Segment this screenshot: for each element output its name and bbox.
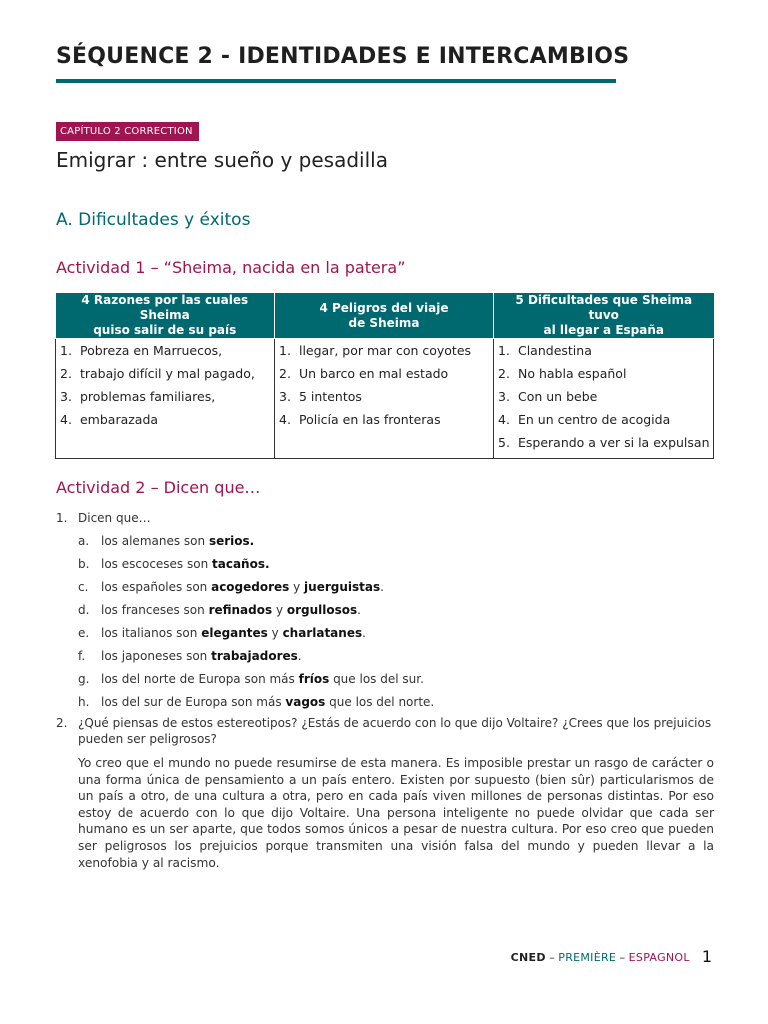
item-keyword: trabajadores: [211, 649, 298, 663]
item-text: En un centro de acogida: [517, 412, 671, 427]
list-item: [78, 624, 366, 642]
question-text: ¿Qué piensas de estos estereotipos? ¿Estás de acuerdo con lo que dijo Voltaire? ¿Crees que los prejuicios pueden ser peligrosos?: [78, 716, 712, 746]
table-cell-difficulties: [494, 339, 714, 459]
list-item: [60, 387, 270, 410]
item-text: y: [289, 580, 305, 594]
column-header-line: al llegar a España: [543, 323, 664, 337]
item-keyword: fríos: [298, 672, 330, 686]
table-cell-dangers: [275, 339, 494, 459]
activity-1-table: [55, 293, 714, 459]
list-item: [498, 387, 709, 410]
question-2: [56, 715, 714, 747]
item-text: que los del sur.: [329, 672, 424, 686]
table-header-row: [56, 293, 714, 339]
item-text: los franceses son: [101, 603, 209, 617]
item-text: Policía en las fronteras: [298, 412, 441, 427]
item-letter: e.: [78, 626, 90, 640]
item-number: 3.: [279, 389, 291, 404]
list-item: [78, 670, 424, 688]
item-keyword: orgullosos: [286, 603, 358, 617]
question-1: [56, 509, 716, 709]
item-number: 1.: [279, 343, 291, 358]
sequence-title: SÉQUENCE 2 - IDENTIDADES E INTERCAMBIOS: [56, 44, 630, 69]
item-text: Clandestina: [517, 343, 592, 358]
item-text: .: [357, 603, 361, 617]
item-text: No habla español: [517, 366, 627, 381]
item-keyword: juerguistas: [304, 580, 381, 594]
item-text: los alemanes son: [101, 534, 209, 548]
item-text: y: [267, 626, 283, 640]
table-row: [56, 339, 714, 459]
column-header-dangers: [275, 293, 494, 339]
item-letter: f.: [78, 649, 86, 663]
item-text: los escoceses son: [101, 557, 213, 571]
footer-level: PREMIÈRE: [558, 951, 617, 964]
list-item: [498, 364, 709, 387]
list-item: [279, 387, 489, 410]
item-text: problemas familiares,: [79, 389, 216, 404]
item-letter: b.: [78, 557, 90, 571]
list-item: [279, 364, 489, 387]
item-keyword: vagos: [285, 695, 326, 709]
list-item: [498, 433, 709, 456]
item-number: 4.: [60, 412, 72, 427]
answer-paragraph: Yo creo que el mundo no puede resumirse de esta manera. Es imposible prestar un rasgo de carácter o una forma única de pensamiento a un país entero. Existen por supuesto (bien sûr) particularismos de un país a otro, de una cultura a otra, pero en cada país viven millones de personas distintas. Por eso estoy de acuerdo con lo que dijo Voltaire. Una persona inteligente no puede olvidar que cada ser humano es un ser aparte, que todos somos únicos a pesar de nuestra cultura. Por eso creo que pueden ser peligrosos los prejuicios porque transmiten una visión falsa del mundo y pueden llevar a la xenofobia y al racismo.: [78, 756, 714, 870]
list-item: [78, 578, 384, 596]
item-keyword: elegantes: [201, 626, 268, 640]
item-keyword: serios.: [208, 534, 255, 548]
activity-1-title: Actividad 1 – “Sheima, nacida en la patera”: [56, 258, 406, 277]
title-underline: [56, 79, 616, 83]
item-text: Esperando a ver si la expulsan: [517, 435, 710, 450]
list-item: [279, 410, 489, 433]
column-header-line: 5 Dificultades que Sheima tuvo: [515, 293, 693, 322]
page-number: 1: [701, 947, 712, 966]
question-text: Dicen que…: [78, 511, 151, 525]
chapter-title: Emigrar : entre sueño y pesadilla: [56, 148, 388, 172]
item-number: 2.: [279, 366, 291, 381]
list-item: [498, 410, 709, 433]
item-number: 5.: [498, 435, 510, 450]
item-letter: c.: [78, 580, 89, 594]
item-letter: a.: [78, 534, 90, 548]
item-number: 1.: [498, 343, 510, 358]
column-header-reasons: [56, 293, 275, 339]
column-header-difficulties: [494, 293, 714, 339]
item-text: .: [362, 626, 366, 640]
list-item: [60, 410, 270, 433]
question-1-stem: [56, 509, 716, 527]
item-number: 4.: [498, 412, 510, 427]
chapter-badge: CAPÍTULO 2 CORRECTION: [56, 122, 199, 141]
item-text: .: [380, 580, 384, 594]
item-keyword: acogedores: [211, 580, 290, 594]
question-number: 1.: [56, 511, 68, 525]
column-header-line: quiso salir de su país: [93, 323, 237, 337]
item-number: 3.: [60, 389, 72, 404]
item-letter: h.: [78, 695, 90, 709]
item-text: los españoles son: [101, 580, 212, 594]
list-item: [279, 341, 489, 364]
item-text: embarazada: [79, 412, 159, 427]
item-text: Pobreza en Marruecos,: [79, 343, 223, 358]
item-text: .: [297, 649, 302, 663]
item-number: 2.: [498, 366, 510, 381]
footer-publisher: CNED: [510, 951, 546, 964]
item-text: los del norte de Europa son más: [101, 672, 299, 686]
question-number: 2.: [56, 716, 68, 730]
item-number: 2.: [60, 366, 72, 381]
item-text: y: [272, 603, 287, 617]
activity-2-title: Actividad 2 – Dicen que…: [56, 478, 261, 497]
list-item: [60, 364, 270, 387]
footer-separator: –: [616, 951, 629, 964]
list-item: [78, 601, 361, 619]
footer-subject: ESPAGNOL: [628, 951, 690, 964]
item-number: 3.: [498, 389, 510, 404]
list-item: [60, 341, 270, 364]
list-item: [78, 693, 434, 711]
column-header-line: 4 Razones por las cuales Sheima: [81, 293, 249, 322]
list-item: [78, 532, 254, 550]
item-text: los italianos son: [101, 626, 202, 640]
item-letter: g.: [78, 672, 90, 686]
section-title: A. Dificultades y éxitos: [56, 210, 251, 230]
page-footer: [511, 947, 712, 966]
item-text: los del sur de Europa son más: [101, 695, 286, 709]
item-text: 5 intentos: [298, 389, 362, 404]
column-header-line: 4 Peligros del viaje: [319, 300, 449, 315]
table-cell-reasons: [56, 339, 275, 459]
item-text: trabajo difícil y mal pagado,: [79, 366, 255, 381]
item-keyword: refinados: [208, 603, 273, 617]
item-text: los japoneses son: [101, 649, 212, 663]
item-letter: d.: [78, 603, 90, 617]
item-number: 1.: [60, 343, 72, 358]
item-text: que los del norte.: [325, 695, 435, 709]
item-number: 4.: [279, 412, 291, 427]
list-item: [78, 555, 270, 573]
list-item: [498, 341, 709, 364]
column-header-line: de Sheima: [348, 315, 420, 330]
list-item: [78, 647, 302, 665]
item-text: llegar, por mar con coyotes: [298, 343, 472, 358]
footer-separator: –: [545, 951, 559, 964]
item-text: Un barco en mal estado: [298, 366, 449, 381]
item-keyword: tacaños.: [212, 557, 270, 571]
page-header: [56, 44, 630, 69]
item-keyword: charlatanes: [282, 626, 363, 640]
item-text: Con un bebe: [517, 389, 598, 404]
